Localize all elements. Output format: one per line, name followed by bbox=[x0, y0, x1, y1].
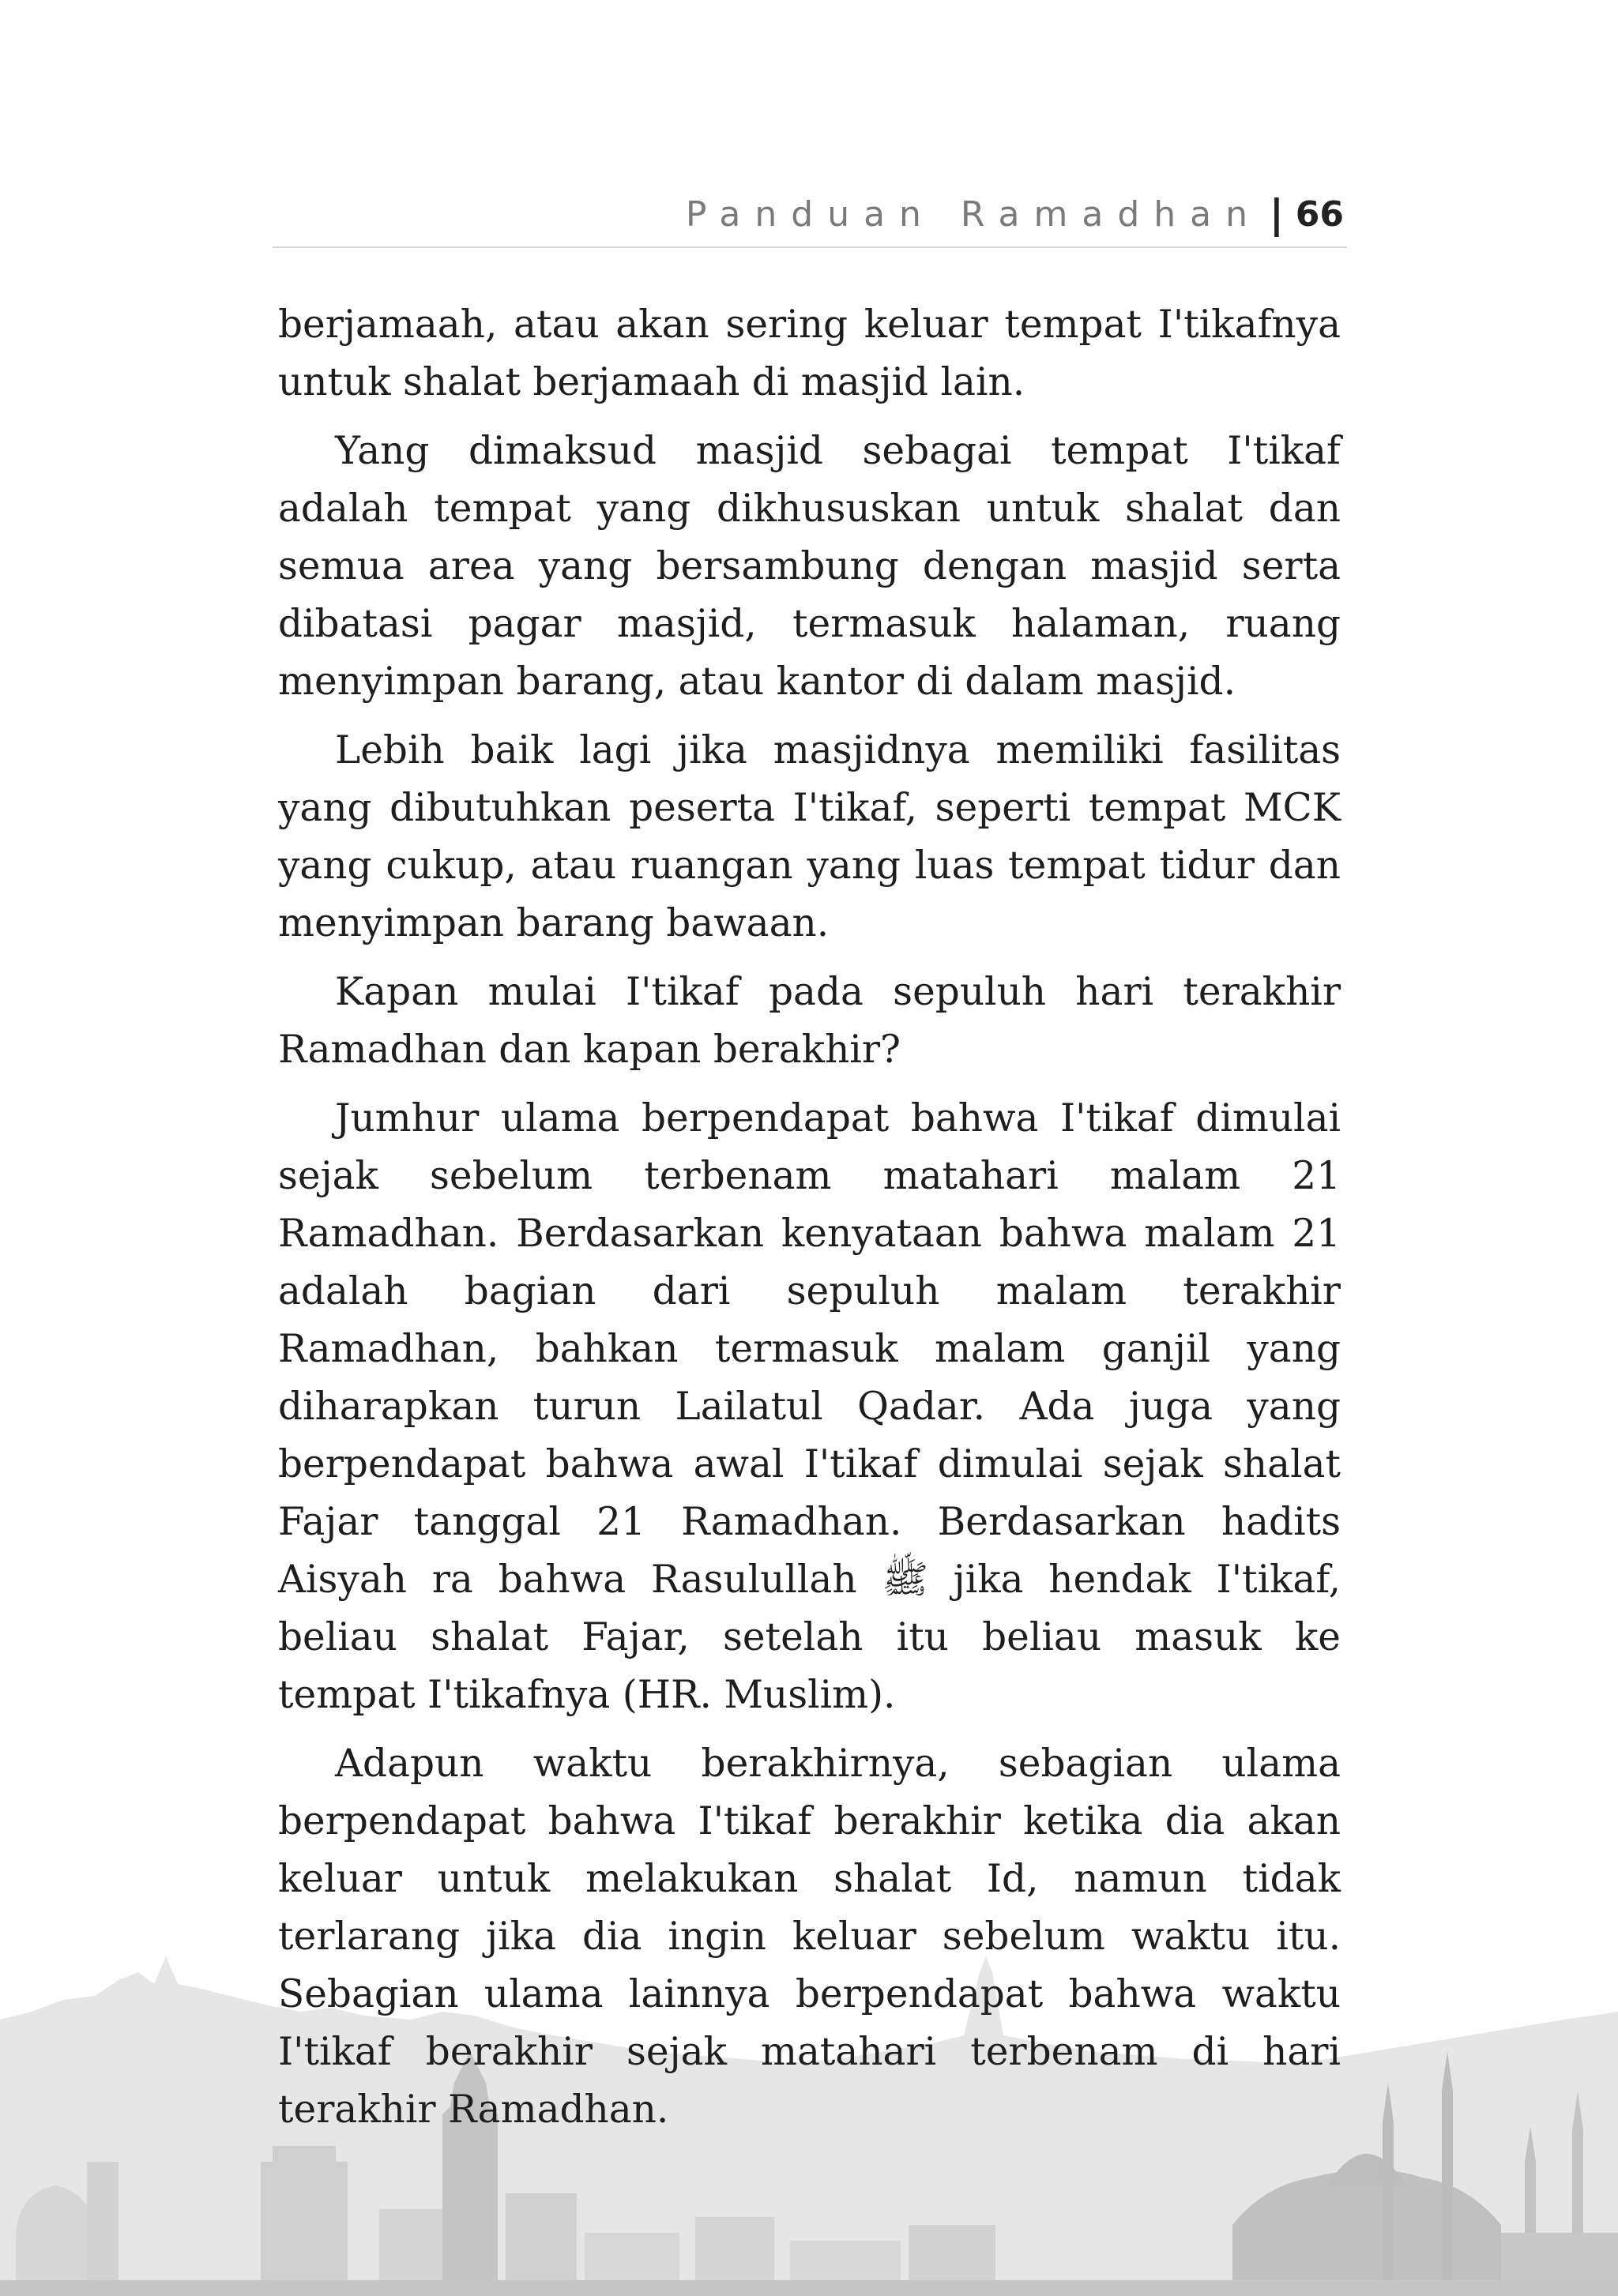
paragraph-end-time: Adapun waktu berakhirnya, sebagian ulama berpendapat bahwa I'tikaf berakhir ketika dia akan keluar untuk melakukan shalat Id, namun tidak terlarang jika dia ingin keluar sebelum waktu itu. Sebagian ulama lainnya berpendapat bahwa waktu I'tikaf berakhir sejak matahari terbenam di hari terakhir Ramadhan. bbox=[278, 1742, 1341, 2132]
body-text bbox=[278, 296, 1341, 2150]
page-header bbox=[273, 186, 1347, 250]
paragraph-facilities: Lebih baik lagi jika masjidnya memiliki fasilitas yang dibutuhkan peserta I'tikaf, seperti tempat MCK yang cukup, atau ruangan yang luas tempat tidur dan menyimpan barang bawaan. bbox=[278, 728, 1341, 945]
page-number: 66 bbox=[1295, 194, 1344, 235]
paragraph-question: Kapan mulai I'tikaf pada sepuluh hari terakhir Ramadhan dan kapan berakhir? bbox=[278, 970, 1341, 1072]
running-title: Panduan Ramadhan bbox=[685, 194, 1262, 235]
paragraph-masjid-definition: Yang dimaksud masjid sebagai tempat I'tikaf adalah tempat yang dikhususkan untuk shalat dan semua area yang bersambung dengan masjid serta dibatasi pagar masjid, termasuk halaman, ruang menyimpan barang, atau kantor di dalam masjid. bbox=[278, 429, 1341, 704]
paragraph-continuation: berjamaah, atau akan sering keluar tempat I'tikafnya untuk shalat berjamaah di masjid lain. bbox=[278, 303, 1341, 404]
header-separator: | bbox=[1269, 191, 1284, 237]
paragraph-start-time: Jumhur ulama berpendapat bahwa I'tikaf dimulai sejak sebelum terbenam matahari malam 21 Ramadhan. Berdasarkan kenyataan bahwa malam 21 adalah bagian dari sepuluh malam terakhir Ramadhan, bahkan termasuk malam ganjil yang diharapkan turun Lailatul Qadar. Ada juga yang berpendapat bahwa awal I'tikaf dimulai sejak shalat Fajar tanggal 21 Ramadhan. Berdasarkan hadits Aisyah ra bahwa Rasulullah ﷺ jika hendak I'tikaf, beliau shalat Fajar, setelah itu beliau masuk ke tempat I'tikafnya (HR. Muslim). bbox=[278, 1096, 1341, 1717]
header-rule bbox=[273, 246, 1347, 248]
